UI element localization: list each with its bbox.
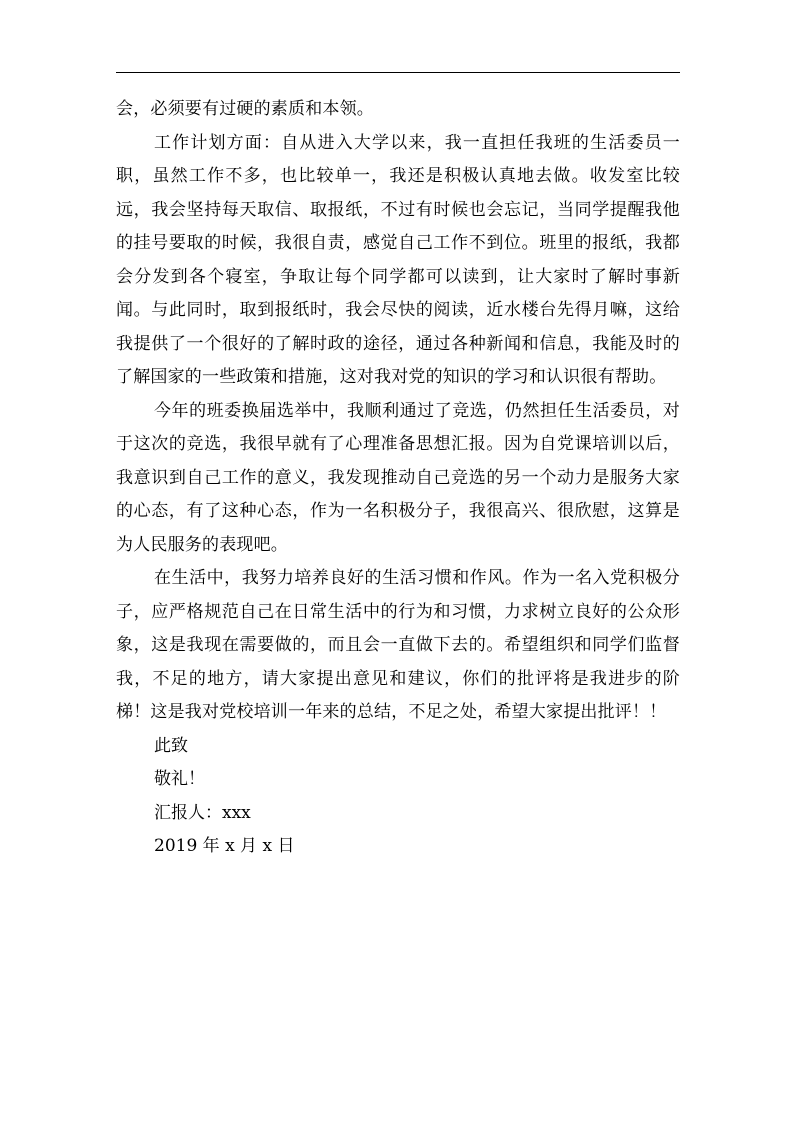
closing-salutation: 此致	[154, 735, 188, 756]
paragraph-election: 今年的班委换届选举中，我顺利通过了竞选，仍然担任生活委员，对于这次的竞选，我很早就有了心理准备思想汇报。因为自党课培训以后，我意识到自己工作的意义，我发现推动自己竞选的另一个动力是服务大家的心态，有了这种心态，作为一名积极分子，我很高兴、很欣慰，这算是为人民服务的表现吧。	[116, 400, 680, 555]
date-line: 2019 年 x 月 x 日	[154, 836, 295, 856]
reporter-line: 汇报人：xxx	[154, 802, 251, 823]
document-body	[116, 93, 680, 864]
paragraph-work-plan: 工作计划方面：自从进入大学以来，我一直担任我班的生活委员一职，虽然工作不多，也比较单一，我还是积极认真地去做。收发室比较远，我会坚持每天取信、取报纸，不过有时候也会忘记，当同学提醒我他的挂号要取的时候，我很自责，感觉自己工作不到位。班里的报纸，我都会分发到各个寝室，争取让每个同学都可以读到，让大家时了解时事新闻。与此同时，取到报纸时，我会尽快的阅读，近水楼台先得月嘛，这给我提供了一个很好的了解时政的途径，通过各种新闻和信息，我能及时的了解国家的一些政策和措施，这对我对党的知识的学习和认识很有帮助。	[116, 132, 680, 387]
header-rule	[116, 72, 680, 73]
closing-respect: 敬礼！	[154, 769, 205, 789]
paragraph-daily-life: 在生活中，我努力培养良好的生活习惯和作风。作为一名入党积极分子，应严格规范自己在日常生活中的行为和习惯，力求树立良好的公众形象，这是我现在需要做的，而且会一直做下去的。希望组织和同学们监督我，不足的地方，请大家提出意见和建议，你们的批评将是我进步的阶梯！这是我对党校培训一年来的总结，不足之处，希望大家提出批评！！	[116, 568, 680, 722]
paragraph-1: 会，必须要有过硬的素质和本领。	[116, 99, 374, 119]
